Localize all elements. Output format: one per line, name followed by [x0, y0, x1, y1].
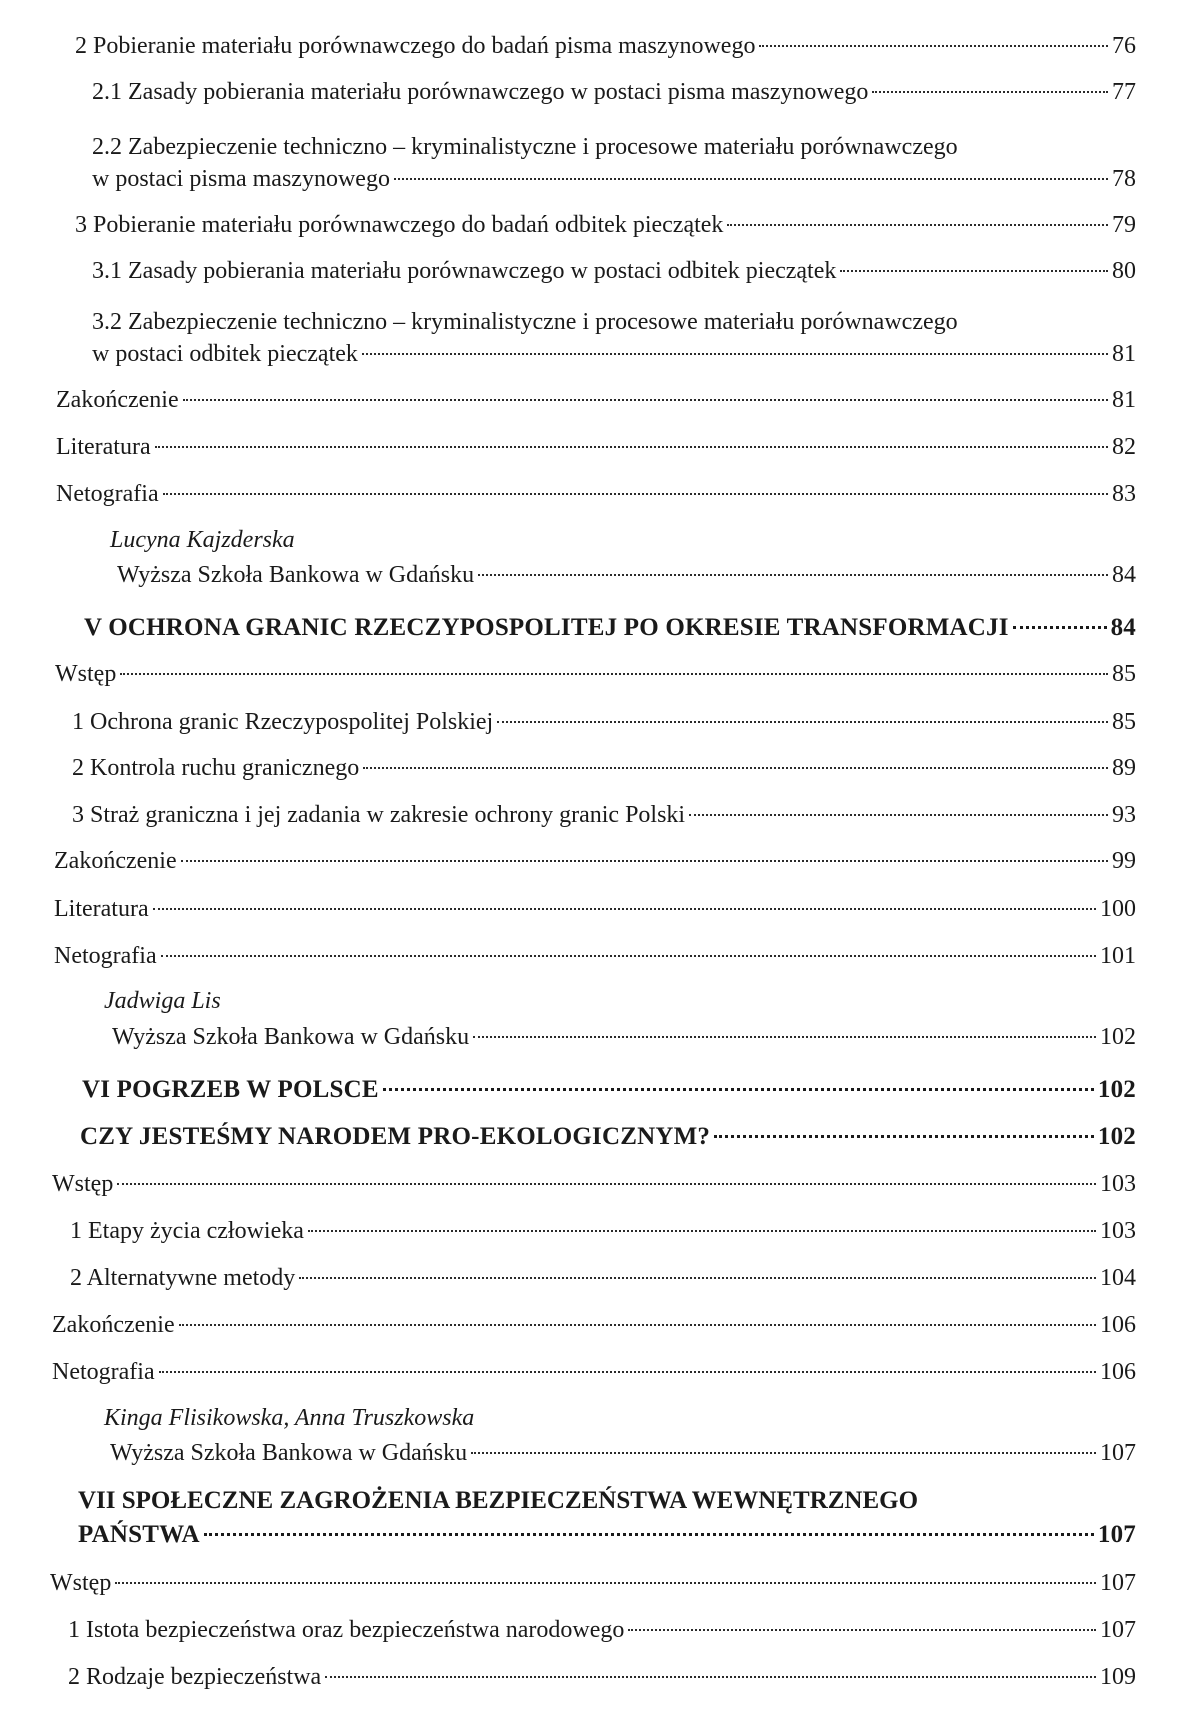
- dot-leader: [689, 814, 1108, 816]
- dot-leader: [115, 1582, 1096, 1584]
- toc-entry-page: 80: [1112, 258, 1136, 284]
- dot-leader: [394, 178, 1108, 180]
- toc-entry-title: 3 Pobieranie materiału porównawczego do badań odbitek pieczątek: [75, 212, 724, 238]
- toc-entry-page: 101: [1100, 943, 1136, 969]
- toc-entry-page: 77: [1112, 79, 1136, 105]
- toc-entry-page: 93: [1112, 802, 1136, 828]
- toc-entry-title: Zakończenie: [56, 387, 179, 413]
- dot-leader: [181, 860, 1108, 862]
- toc-entry-title: 2 Kontrola ruchu granicznego: [72, 755, 360, 781]
- toc-entry-title: Wyższa Szkoła Bankowa w Gdańsku: [110, 1440, 468, 1466]
- dot-leader: [497, 721, 1108, 723]
- toc-entry: [68, 1615, 1136, 1645]
- toc-entry-page: 102: [1100, 1024, 1136, 1050]
- toc-entry-title: 1 Etapy życia człowieka: [70, 1218, 304, 1244]
- toc-entry-page: 83: [1112, 481, 1136, 507]
- dot-leader: [478, 574, 1108, 576]
- toc-entry: [75, 31, 1136, 61]
- dot-leader: [161, 955, 1096, 957]
- toc-entry-title: Literatura: [56, 434, 151, 460]
- toc-entry: [52, 1310, 1136, 1340]
- dot-leader: [759, 45, 1108, 47]
- dot-leader: [872, 91, 1108, 93]
- toc-entry-page: 106: [1100, 1312, 1136, 1338]
- toc-entry-page: 79: [1112, 212, 1136, 238]
- toc-entry-title: Netografia: [54, 943, 157, 969]
- dot-leader: [727, 224, 1108, 226]
- dot-leader: [179, 1324, 1096, 1326]
- toc-entry-title: 3.1 Zasady pobierania materiału porównawczego w postaci odbitek pieczątek: [92, 258, 837, 284]
- toc-entry-page: 82: [1112, 434, 1136, 460]
- toc-entry-page: 78: [1112, 166, 1136, 192]
- dot-leader: [120, 673, 1108, 675]
- toc-entry-page: 99: [1112, 848, 1136, 874]
- toc-entry-title: Netografia: [56, 481, 159, 507]
- dot-leader: [204, 1533, 1094, 1536]
- chapter-title: V OCHRONA GRANIC RZECZYPOSPOLITEJ PO OKRESIE TRANSFORMACJI: [84, 614, 1009, 641]
- toc-entry-title: Wstęp: [52, 1171, 114, 1197]
- chapter-title: VI POGRZEB W POLSCE: [82, 1076, 379, 1103]
- chapter-page: 102: [1097, 1076, 1136, 1103]
- toc-entry-page: 89: [1112, 755, 1136, 781]
- toc-entry-title: Literatura: [54, 896, 149, 922]
- toc-entry-title: w postaci pisma maszynowego: [92, 166, 390, 192]
- chapter-page: 102: [1097, 1123, 1136, 1150]
- author-name: Kinga Flisikowska, Anna Truszkowska: [104, 1405, 475, 1431]
- toc-entry: [112, 1022, 1136, 1052]
- toc-entry: [56, 385, 1136, 415]
- dot-leader: [628, 1629, 1096, 1631]
- toc-entry: [92, 339, 1136, 369]
- toc-entry-title: 3 Straż graniczna i jej zadania w zakresie ochrony granic Polski: [72, 802, 686, 828]
- toc-entry: [75, 210, 1136, 240]
- toc-entry: [92, 256, 1136, 286]
- dot-leader: [1013, 626, 1107, 629]
- dot-leader: [159, 1371, 1096, 1373]
- toc-entry: [54, 941, 1136, 971]
- toc-entry-page: 109: [1100, 1664, 1136, 1690]
- toc-entry-page: 107: [1100, 1440, 1136, 1466]
- dot-leader: [471, 1452, 1096, 1454]
- toc-entry: [55, 659, 1136, 689]
- toc-entry: [54, 894, 1136, 924]
- toc-entry: [72, 753, 1136, 783]
- toc-entry-title: 2.1 Zasady pobierania materiału porównawczego w postaci pisma maszynowego: [92, 79, 869, 105]
- chapter-title: PAŃSTWA: [78, 1521, 200, 1548]
- toc-entry: [70, 1263, 1136, 1293]
- toc-entry-title: Wstęp: [50, 1570, 112, 1596]
- chapter-heading: [82, 1075, 1136, 1105]
- toc-entry-page: 84: [1112, 562, 1136, 588]
- chapter-page: 84: [1110, 614, 1136, 641]
- toc-entry-title: Wyższa Szkoła Bankowa w Gdańsku: [112, 1024, 470, 1050]
- toc-entry-page: 103: [1100, 1171, 1136, 1197]
- toc-entry-page: 100: [1100, 896, 1136, 922]
- toc-entry: [72, 707, 1136, 737]
- toc-entry-page: 106: [1100, 1359, 1136, 1385]
- dot-leader: [325, 1676, 1096, 1678]
- dot-leader: [714, 1135, 1094, 1138]
- dot-leader: [840, 270, 1108, 272]
- toc-entry-title: 1 Ochrona granic Rzeczypospolitej Polskiej: [72, 709, 494, 735]
- toc-entry-title: 2 Alternatywne metody: [70, 1265, 296, 1291]
- dot-leader: [183, 399, 1108, 401]
- toc-entry-title: Netografia: [52, 1359, 155, 1385]
- dot-leader: [155, 446, 1108, 448]
- toc-entry-page: 81: [1112, 341, 1136, 367]
- dot-leader: [163, 493, 1108, 495]
- toc-entry-title-line1: 3.2 Zabezpieczenie techniczno – kryminalistyczne i procesowe materiału porównawczego: [92, 309, 958, 335]
- chapter-title: CZY JESTEŚMY NARODEM PRO-EKOLOGICZNYM?: [80, 1123, 711, 1150]
- toc-entry: [92, 164, 1136, 194]
- toc-entry: [92, 77, 1136, 107]
- toc-entry-page: 81: [1112, 387, 1136, 413]
- dot-leader: [383, 1088, 1094, 1091]
- author-name: Lucyna Kajzderska: [110, 527, 295, 553]
- chapter-title-line1: VII SPOŁECZNE ZAGROŻENIA BEZPIECZEŃSTWA WEWNĘTRZNEGO: [78, 1487, 919, 1514]
- dot-leader: [363, 767, 1108, 769]
- toc-entry-page: 107: [1100, 1617, 1136, 1643]
- toc-entry-title: 2 Rodzaje bezpieczeństwa: [68, 1664, 322, 1690]
- toc-entry-title: 1 Istota bezpieczeństwa oraz bezpieczeństwa narodowego: [68, 1617, 625, 1643]
- author-name: Jadwiga Lis: [104, 988, 221, 1014]
- chapter-heading: [84, 613, 1136, 643]
- chapter-page: 107: [1097, 1521, 1136, 1548]
- dot-leader: [117, 1183, 1096, 1185]
- dot-leader: [308, 1230, 1096, 1232]
- toc-entry-page: 107: [1100, 1570, 1136, 1596]
- toc-entry-title: Wstęp: [55, 661, 117, 687]
- chapter-heading: [78, 1520, 1136, 1550]
- toc-entry: [72, 800, 1136, 830]
- dot-leader: [153, 908, 1096, 910]
- toc-entry-page: 85: [1112, 661, 1136, 687]
- chapter-heading: [80, 1122, 1136, 1152]
- toc-entry-title: Wyższa Szkoła Bankowa w Gdańsku: [117, 562, 475, 588]
- dot-leader: [299, 1277, 1096, 1279]
- toc-entry: [50, 1568, 1136, 1598]
- toc-entry: [52, 1169, 1136, 1199]
- toc-entry-page: 76: [1112, 33, 1136, 59]
- toc-entry-title: Zakończenie: [52, 1312, 175, 1338]
- toc-entry-page: 104: [1100, 1265, 1136, 1291]
- toc-entry: [110, 1438, 1136, 1468]
- toc-entry: [56, 479, 1136, 509]
- toc-entry-title: 2 Pobieranie materiału porównawczego do badań pisma maszynowego: [75, 33, 756, 59]
- toc-entry: [68, 1662, 1136, 1692]
- toc-entry: [54, 846, 1136, 876]
- toc-entry: [70, 1216, 1136, 1246]
- toc-entry: [117, 560, 1136, 590]
- toc-entry: [56, 432, 1136, 462]
- dot-leader: [362, 353, 1108, 355]
- toc-entry-title-line1: 2.2 Zabezpieczenie techniczno – kryminalistyczne i procesowe materiału porównawczego: [92, 134, 958, 160]
- toc-entry-page: 85: [1112, 709, 1136, 735]
- toc-entry-title: w postaci odbitek pieczątek: [92, 341, 358, 367]
- toc-entry-title: Zakończenie: [54, 848, 177, 874]
- toc-entry: [52, 1357, 1136, 1387]
- dot-leader: [473, 1036, 1096, 1038]
- toc-entry-page: 103: [1100, 1218, 1136, 1244]
